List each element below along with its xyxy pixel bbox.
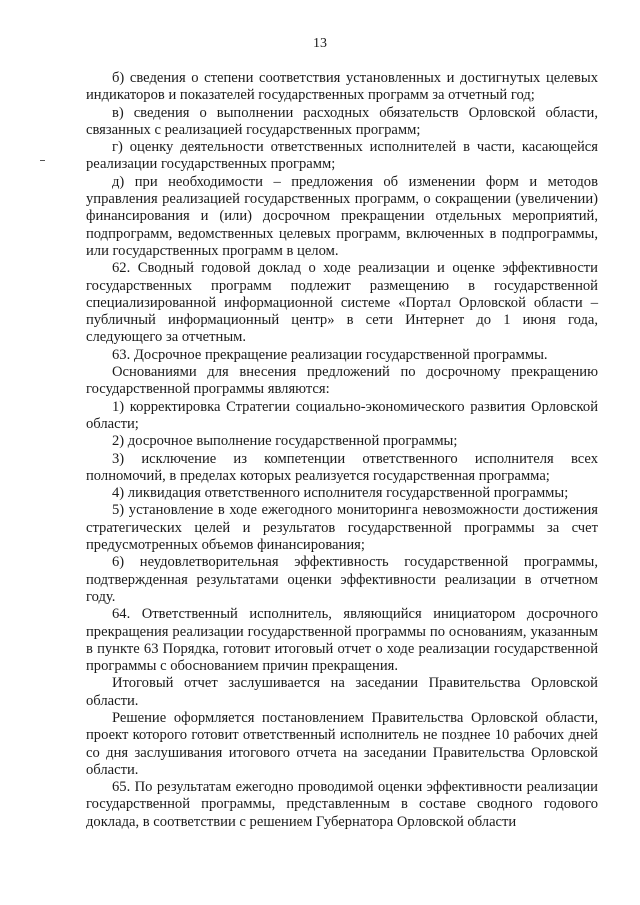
- margin-mark: [40, 160, 45, 161]
- paragraph-61-b: б) сведения о степени соответствия установленных и достигнутых целевых индикаторов и показателей государственных программ за отчетный год;: [86, 70, 598, 104]
- paragraph-62: 62. Сводный годовой доклад о ходе реализации и оценке эффективности государственных программ подлежит размещению в государственной специализированной информационной системе «Портал Орловской области – публичный информационный центр» в сети Интернет до 1 июня года, следующего за отчетным.: [86, 260, 598, 346]
- paragraph-64-report: Итоговый отчет заслушивается на заседании Правительства Орловской области.: [86, 675, 598, 709]
- paragraph-61-d: д) при необходимости – предложения об изменении форм и методов управления реализацией государственных программ, о сокращении (увеличении) финансирования и (или) досрочном прекращении отдельных мероприятий, подпрограмм, ведомственных целевых программ, включенных в подпрограммы, или государственных программ в целом.: [86, 173, 598, 259]
- paragraph-63-item-1: 1) корректировка Стратегии социально-экономического развития Орловской области;: [86, 398, 598, 432]
- paragraph-63-grounds: Основаниями для внесения предложений по досрочному прекращению государственной программы являются:: [86, 364, 598, 398]
- document-body: [86, 70, 598, 831]
- paragraph-63-item-4: 4) ликвидация ответственного исполнителя государственной программы;: [112, 485, 569, 502]
- paragraph-63-item-3: 3) исключение из компетенции ответственного исполнителя всех полномочий, в пределах которых реализуется государственная программа;: [86, 450, 598, 484]
- paragraph-61-g: г) оценку деятельности ответственных исполнителей в части, касающейся реализации государственных программ;: [86, 139, 598, 173]
- paragraph-64: 64. Ответственный исполнитель, являющийся инициатором досрочного прекращения реализации государственной программы по основаниям, указанным в пункте 63 Порядка, готовит итоговый отчет о ходе реализации государственной программы с обоснованием причин прекращения.: [86, 606, 598, 675]
- page-number: 13: [313, 36, 327, 51]
- paragraph-63: 63. Досрочное прекращение реализации государственной программы.: [112, 346, 548, 363]
- paragraph-64-decision: Решение оформляется постановлением Правительства Орловской области, проект которого готовит ответственный исполнитель не позднее 10 рабочих дней со дня заслушивания итогового отчета на заседании Правительства Орловской области.: [86, 709, 598, 778]
- paragraph-63-item-2: 2) досрочное выполнение государственной программы;: [112, 433, 458, 450]
- paragraph-61-v: в) сведения о выполнении расходных обязательств Орловской области, связанных с реализацией государственных программ;: [86, 104, 598, 138]
- paragraph-63-item-6: 6) неудовлетворительная эффективность государственной программы, подтвержденная результатами оценки эффективности реализации в отчетном году.: [86, 554, 598, 605]
- paragraph-65: 65. По результатам ежегодно проводимой оценки эффективности реализации государственной программы, представленным в составе сводного годового доклада, в соответствии с решением Губернатора Орловской области: [86, 779, 598, 830]
- paragraph-63-item-5: 5) установление в ходе ежегодного мониторинга невозможности достижения стратегических целей и результатов государственной программы за счет предусмотренных объемов финансирования;: [86, 502, 598, 554]
